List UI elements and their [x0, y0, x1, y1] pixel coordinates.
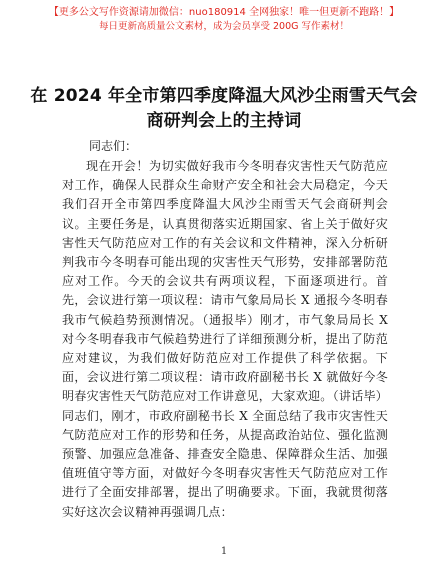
- promo-banner: [0, 6, 448, 34]
- promo-line-2: 每日更新高质量公文素材，成为会员享受 200G 写作素材！: [98, 21, 350, 32]
- page-number: 1: [220, 546, 228, 557]
- salutation: 同志们：: [89, 139, 138, 153]
- promo-line-1: 【更多公文写作资源请加微信：nuo180914 全网独家！唯一但更新不跑路！】: [48, 7, 400, 18]
- document-title: 在 2024 年全市第四季度降温大风沙尘雨雪天气会商研判会上的主持词: [30, 86, 418, 131]
- body-paragraph: 现在开会！为切实做好我市今冬明春灾害性天气防范应对工作，确保人民群众生命财产安全和社会大局稳定，今天我们召开全市第四季度降温大风沙尘雨雪天气会商研判会议。主要任务是，认真贯彻落实近期国家、省上关于做好灾害性天气防范应对工作的有关会议和文件精神，深入分析研判我市今冬明春可能出现的灾害性天气形势，安排部署防范应对工作。今天的会议共有两项议程，下面逐项进行。首先，会议进行第一项议程：请市气象局局长 X 通报今冬明春我市气候趋势预测情况。（通报毕）刚才，市气象局局长 X 对今冬明春我市气候趋势进行了详细预测分析，提出了防范应对建议，为我们做好防范应对工作提供了科学依据。下面，会议进行第二项议程：请市政府副秘书长 X 就做好今冬明春灾害性天气防范应对工作讲意见，大家欢迎。（讲话毕）同志们，刚才，市政府副秘书长 X 全面总结了我市灾害性天气防范应对工作的形势和任务，从提高政治站位、强化监测预警、加强应急准备、排查安全隐患、保障群众生活、加强值班值守等方面，对做好今冬明春灾害性天气防范应对工作进行了全面安排部署，提出了明确要求。下面，我就贯彻落实好这次会议精神再强调几点：: [62, 159, 388, 519]
